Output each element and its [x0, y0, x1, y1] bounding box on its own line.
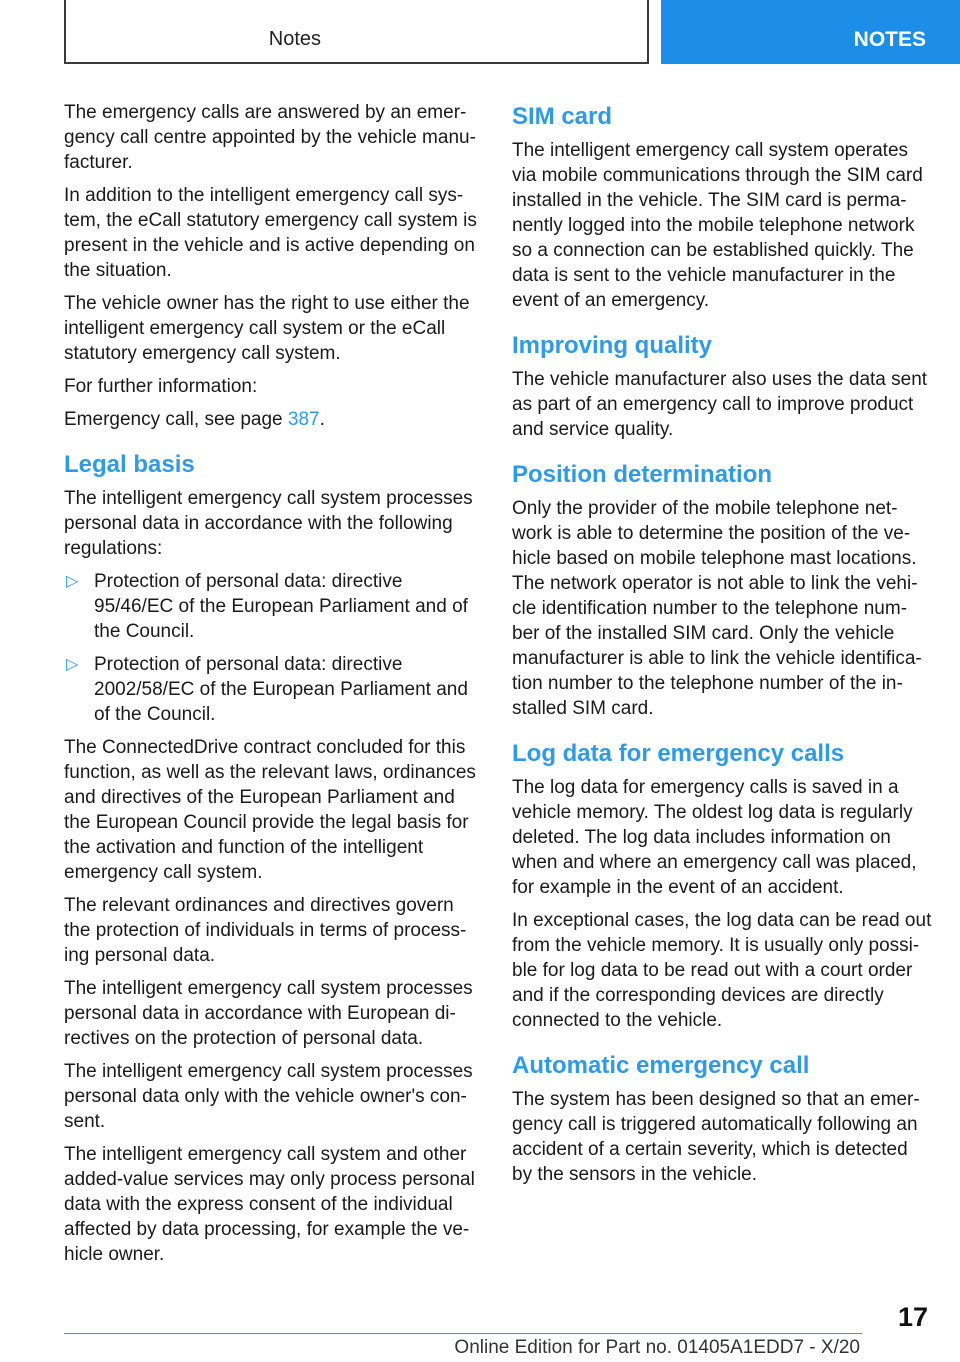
- paragraph: Only the provider of the mobile telephone net-work is able to determine the position of the ve-hicle based on mobile telephone mast locations. The network operator is not able to link the vehi-cle identification number to the telephone num-ber of the installed SIM card. Only the vehicle manufacturer is able to link the vehicle identifica-tion number to the telephone number of the in-stalled SIM card.: [512, 498, 922, 719]
- heading-automatic-emergency-call: Automatic emergency call: [512, 1052, 810, 1079]
- list-item: [64, 652, 480, 727]
- left-column: [64, 100, 480, 1275]
- paragraph: The vehicle manufacturer also uses the data sent as part of an emergency call to improve product and service quality.: [512, 369, 928, 440]
- chapter-tab: NOTES: [661, 0, 960, 64]
- paragraph: The intelligent emergency call system processes personal data only with the vehicle owner's con-sent.: [64, 1061, 473, 1132]
- list-item-text: Protection of personal data: directive 95/46/EC of the European Parliament and of the Council.: [94, 571, 468, 642]
- reference-period: .: [319, 409, 325, 430]
- triangle-bullet-icon: ▷: [66, 573, 79, 590]
- cross-reference: [64, 407, 480, 432]
- section-title: Notes: [268, 28, 321, 50]
- reference-text: Emergency call, see page: [64, 409, 288, 430]
- heading-log-data: Log data for emergency calls: [512, 740, 845, 767]
- footer-divider: [64, 1333, 862, 1334]
- heading-improving-quality: Improving quality: [512, 332, 713, 359]
- paragraph: The emergency calls are answered by an emer-gency call centre appointed by the vehicle manu-facturer.: [64, 102, 476, 173]
- paragraph: The relevant ordinances and directives govern the protection of individuals in terms of process-ing personal data.: [64, 895, 467, 966]
- edition-footer: Online Edition for Part no. 01405A1EDD7 - X/20: [454, 1337, 860, 1358]
- list-item-text: Protection of personal data: directive 2002/58/EC of the European Parliament and of the Council.: [94, 654, 468, 725]
- paragraph: The vehicle owner has the right to use either the intelligent emergency call system or the eCall statutory emergency call system.: [64, 293, 470, 364]
- triangle-bullet-icon: ▷: [66, 656, 79, 673]
- paragraph: The intelligent emergency call system processes personal data in accordance with European di-rectives on the protection of personal data.: [64, 978, 473, 1049]
- right-column: [512, 100, 932, 1195]
- heading-position-determination: Position determination: [512, 461, 773, 488]
- paragraph: For further information:: [64, 376, 258, 397]
- paragraph: The intelligent emergency call system processes personal data in accordance with the following regulations:: [64, 488, 473, 559]
- paragraph: The log data for emergency calls is saved in a vehicle memory. The oldest log data is regularly deleted. The log data includes information on when and where an emergency call was placed, for example in the event of an accident.: [512, 777, 917, 898]
- paragraph: In addition to the intelligent emergency call sys-tem, the eCall statutory emergency call system is present in the vehicle and is active depending on the situation.: [64, 185, 477, 281]
- regulation-list: [64, 569, 480, 727]
- heading-legal-basis: Legal basis: [64, 451, 195, 478]
- heading-sim-card: SIM card: [512, 103, 613, 130]
- page-number: 17: [897, 1302, 928, 1332]
- paragraph: In exceptional cases, the log data can be read out from the vehicle memory. It is usually only possi-ble for log data to be read out with a court order and if the corresponding devices are directly connected to the vehicle.: [512, 910, 932, 1031]
- paragraph: The ConnectedDrive contract concluded for this function, as well as the relevant laws, ordinances and directives of the European Parliament and the European Council provide the legal basis for the activation and function of the intelligent emergency call system.: [64, 737, 476, 883]
- page-link-387[interactable]: 387: [287, 409, 320, 430]
- list-item: [64, 569, 480, 644]
- paragraph: The intelligent emergency call system operates via mobile communications through the SIM card installed in the vehicle. The SIM card is perma-nently logged into the mobile telephone network so a connection can be established quickly. The data is sent to the vehicle manufacturer in the event of an emergency.: [512, 140, 923, 311]
- paragraph: The intelligent emergency call system and other added-value services may only process personal data with the express consent of the individual affected by data processing, for example the ve-hicle owner.: [64, 1144, 475, 1265]
- header-frame: [64, 0, 649, 64]
- paragraph: The system has been designed so that an emer-gency call is triggered automatically following an accident of a certain severity, which is detected by the sensors in the vehicle.: [512, 1089, 920, 1185]
